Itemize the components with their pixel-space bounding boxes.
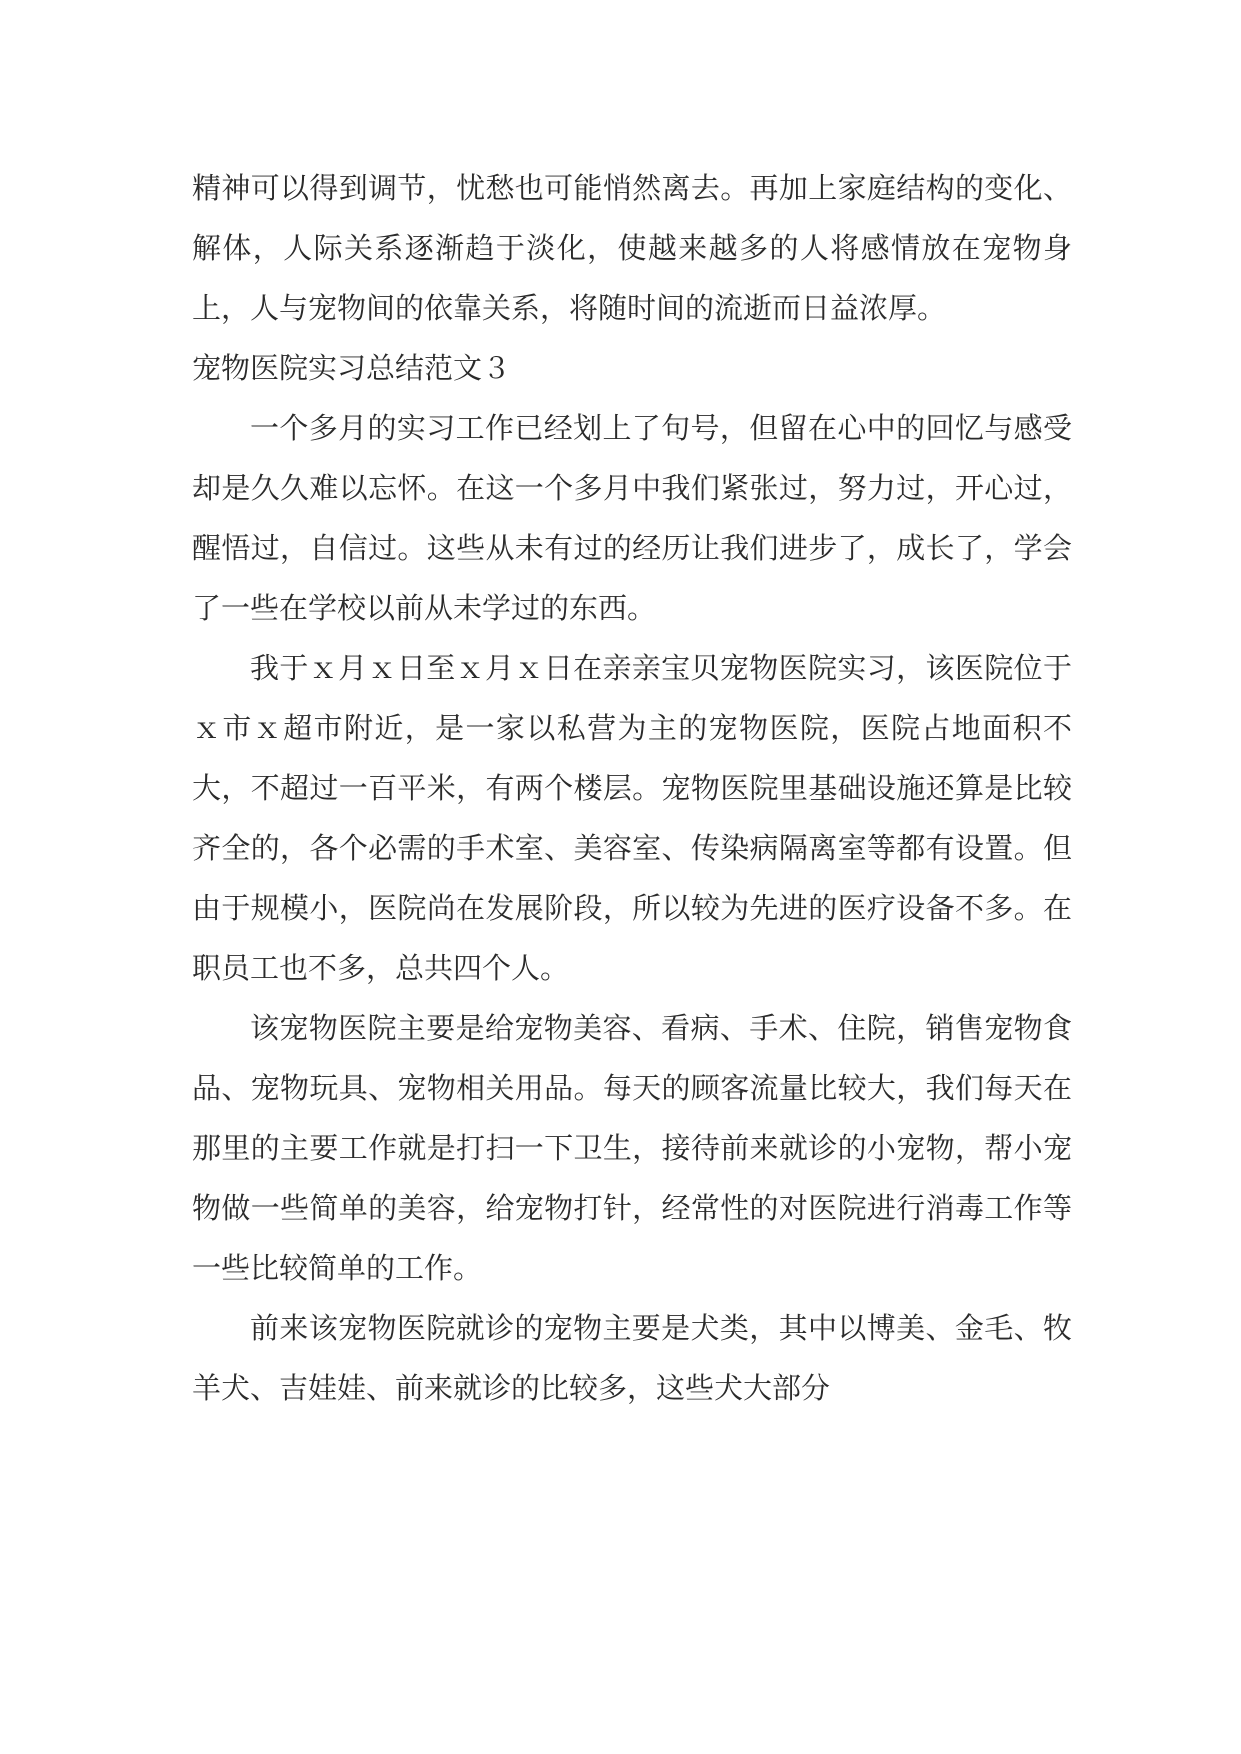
paragraph-hospital-description: 我于ｘ月ｘ日至ｘ月ｘ日在亲亲宝贝宠物医院实习，该医院位于ｘ市ｘ超市附近，是一家以私营为主的宠物医院，医院占地面积不大，不超过一百平米，有两个楼层。宠物医院里基础设施还算是比较齐全的，各个必需的手术室、美容室、传染病隔离室等都有设置。但由于规模小，医院尚在发展阶段，所以较为先进的医疗设备不多。在职员工也不多，总共四个人。	[192, 651, 1072, 985]
document-body	[192, 158, 1072, 1418]
paragraph-intro-continuation: 精神可以得到调节，忧愁也可能悄然离去。再加上家庭结构的变化、解体，人际关系逐渐趋于淡化，使越来越多的人将感情放在宠物身上，人与宠物间的依靠关系，将随时间的流逝而日益浓厚。	[192, 171, 1072, 325]
paragraph-hospital-services: 该宠物医院主要是给宠物美容、看病、手术、住院，销售宠物食品、宠物玩具、宠物相关用品。每天的顾客流量比较大，我们每天在那里的主要工作就是打扫一下卫生，接待前来就诊的小宠物，帮小宠物做一些简单的美容，给宠物打针，经常性的对医院进行消毒工作等一些比较简单的工作。	[192, 1011, 1072, 1285]
section-heading: 宠物医院实习总结范文３	[192, 351, 512, 385]
paragraph-patient-types: 前来该宠物医院就诊的宠物主要是犬类，其中以博美、金毛、牧羊犬、吉娃娃、前来就诊的比较多，这些犬大部分	[192, 1311, 1072, 1405]
paragraph-internship-summary: 一个多月的实习工作已经划上了句号，但留在心中的回忆与感受却是久久难以忘怀。在这一个多月中我们紧张过，努力过，开心过，醒悟过，自信过。这些从未有过的经历让我们进步了，成长了，学会了一些在学校以前从未学过的东西。	[192, 411, 1072, 625]
